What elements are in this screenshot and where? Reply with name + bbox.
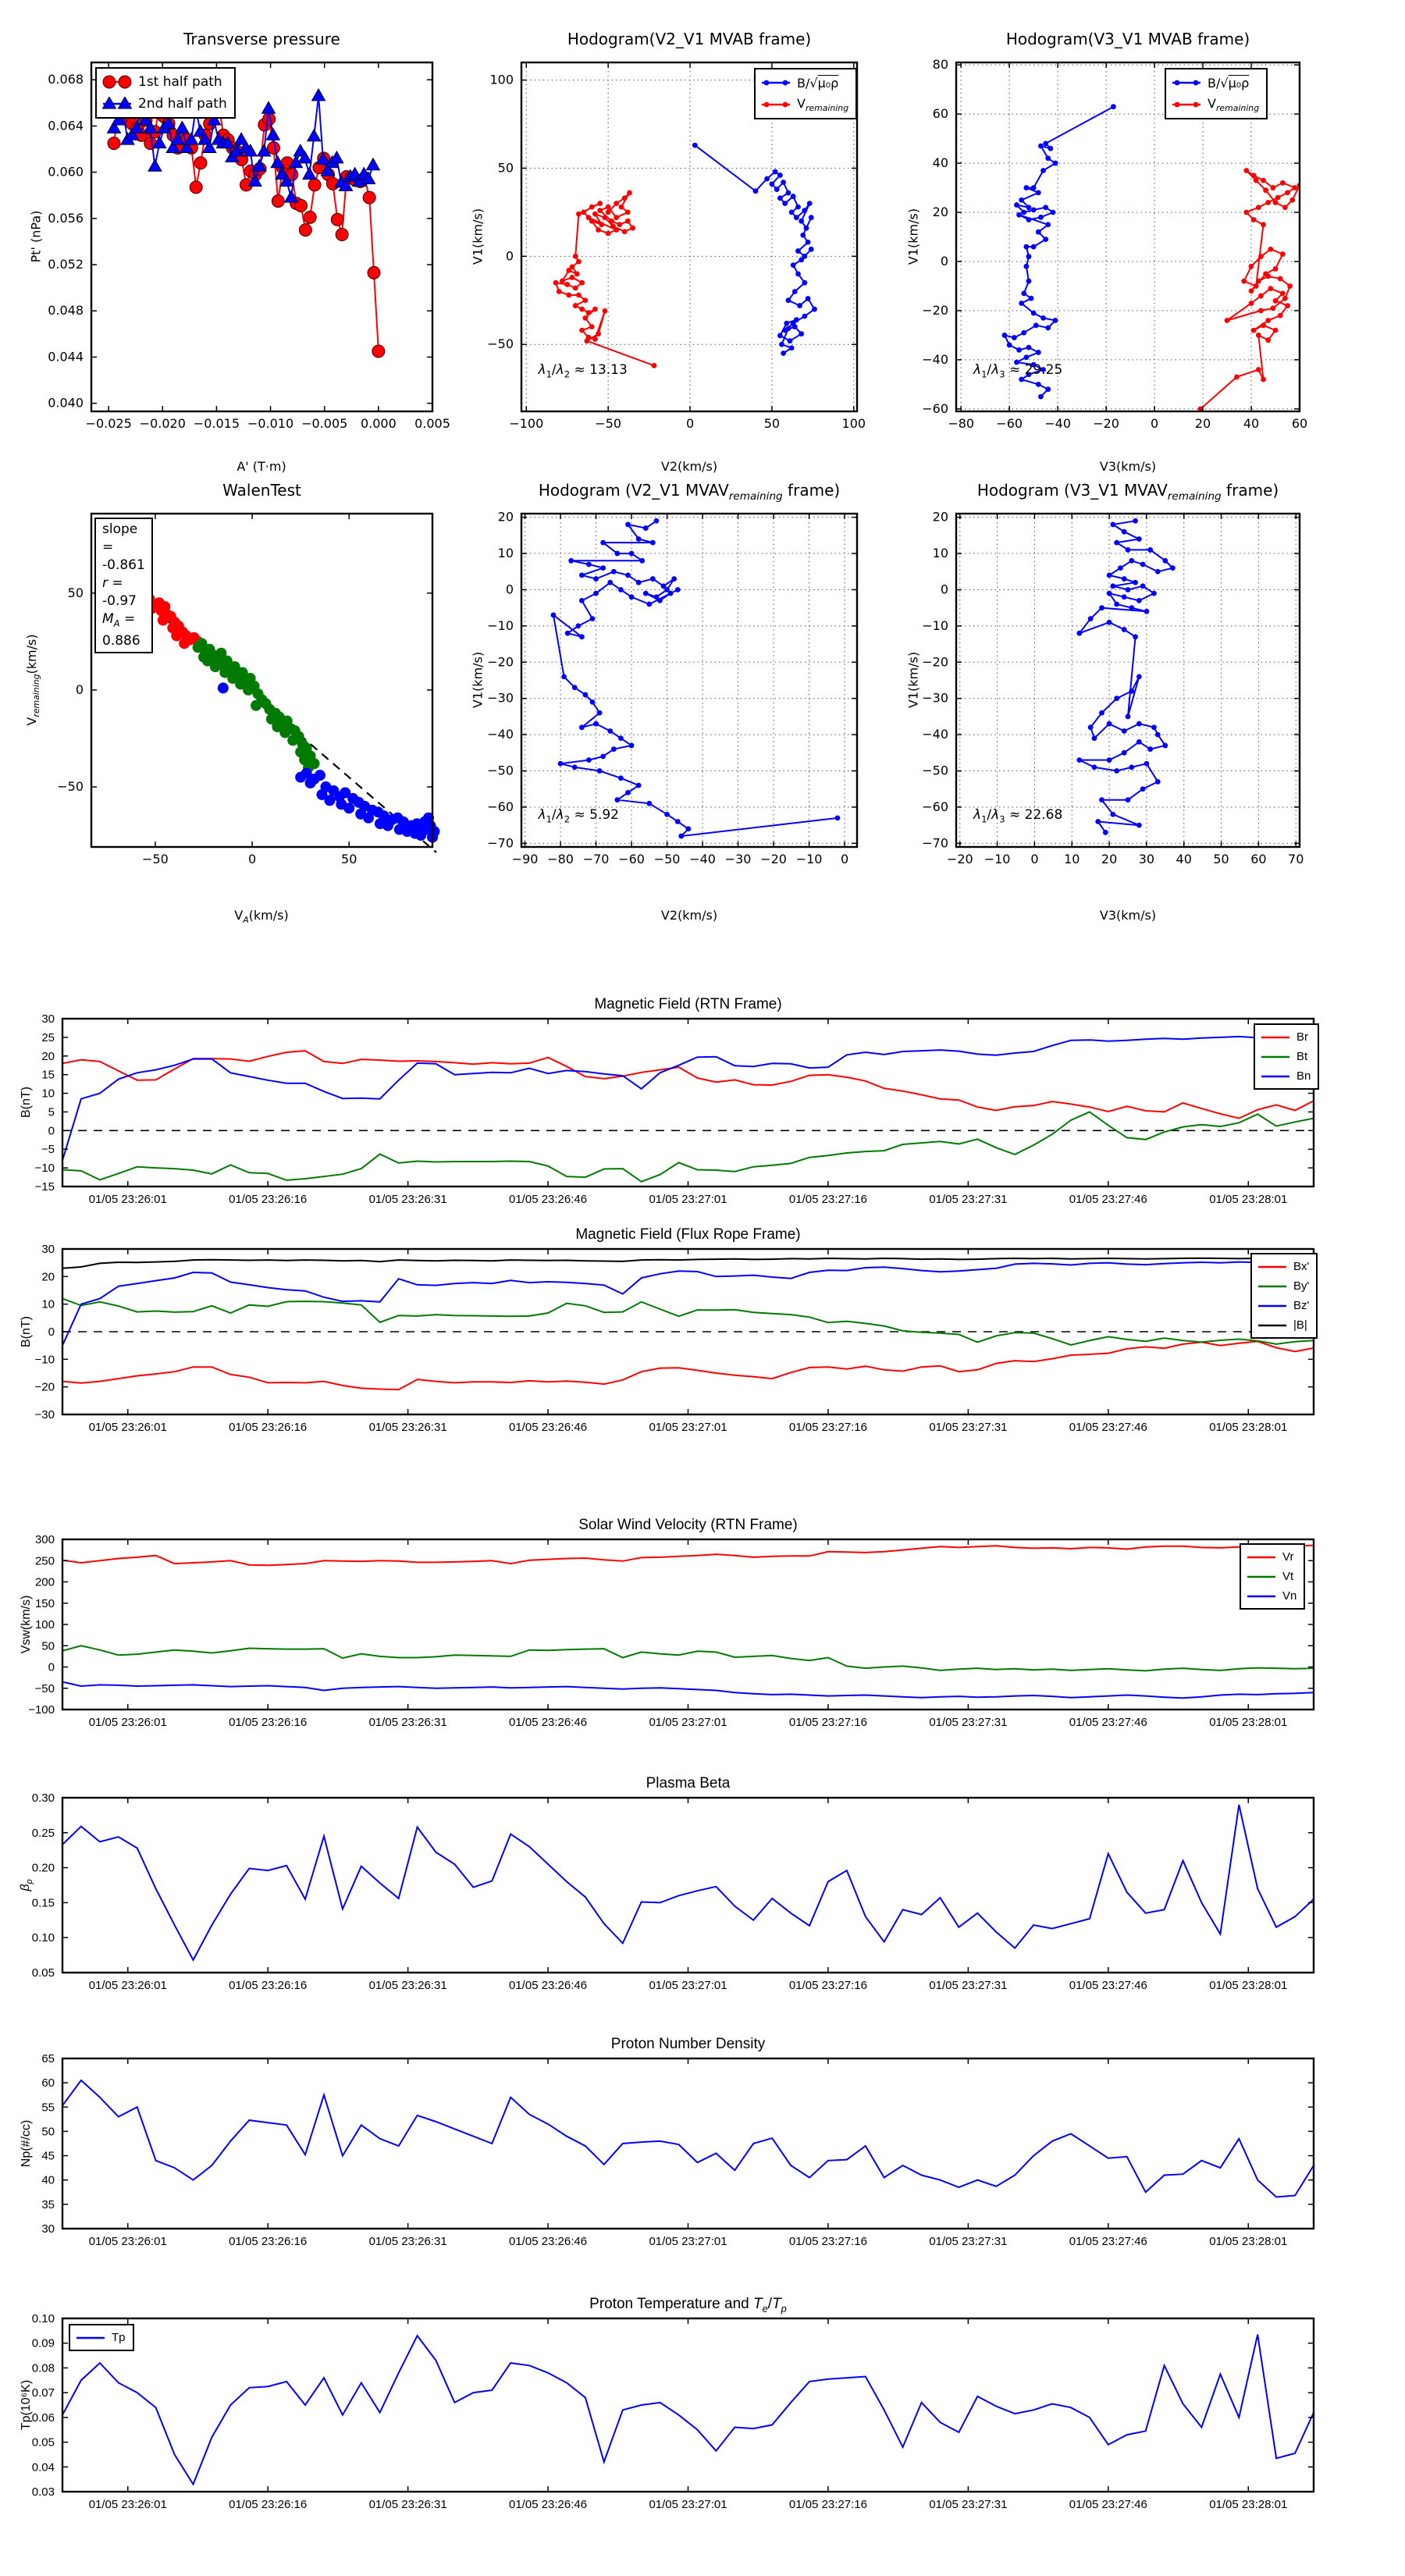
hv3mvab-ylabel: V1(km/s)	[905, 208, 921, 265]
legend-label: Vt	[1282, 1570, 1294, 1583]
y-tick-label: 20	[41, 1049, 55, 1063]
x-tick-label: 01/05 23:26:31	[368, 2498, 447, 2511]
x-tick-label: 01/05 23:27:01	[649, 1716, 727, 1729]
y-tick-label: 30	[41, 1243, 55, 1256]
y-tick-label: 0.03	[31, 2485, 55, 2499]
x-tick-label: 60	[1250, 852, 1267, 866]
y-tick-label: −50	[922, 763, 948, 778]
legend-item	[1257, 1315, 1309, 1335]
x-tick-label: 40	[1176, 852, 1192, 866]
x-tick-label: 01/05 23:27:46	[1069, 1193, 1147, 1206]
y-tick-label: 50	[497, 160, 514, 176]
x-tick-label: −70	[582, 852, 610, 866]
x-tick-label: −0.005	[301, 416, 348, 431]
x-tick-label: 01/05 23:26:01	[88, 1421, 167, 1434]
y-tick-label: 0.05	[31, 1966, 55, 1980]
legend-sample-line-icon	[1260, 1050, 1291, 1064]
y-tick-label: −10	[922, 617, 948, 633]
x-tick-label: 01/05 23:27:01	[649, 1193, 727, 1206]
y-tick-label: 20	[932, 509, 948, 525]
hv3mvav-xlabel: V3(km/s)	[1099, 908, 1157, 923]
pressure-title: Transverse pressure	[183, 30, 340, 48]
y-tick-label: 10	[41, 1297, 55, 1311]
np-ylabel: Np(#/cc)	[20, 2119, 33, 2168]
hv2mvab-ylabel: V1(km/s)	[470, 208, 486, 265]
x-tick-label: 01/05 23:27:31	[929, 1979, 1008, 1992]
x-tick-label: 50	[1213, 852, 1229, 866]
hv2mvab-xlabel: V2(km/s)	[660, 459, 718, 474]
x-tick-label: 0	[840, 852, 849, 866]
y-tick-label: 0.056	[48, 210, 84, 226]
legend-item	[1257, 1296, 1309, 1315]
x-tick-label: −80	[547, 852, 574, 866]
tp-plot-area	[2, 2309, 1375, 2524]
legend-sample-line-icon	[1246, 1589, 1277, 1603]
y-tick-label: −100	[28, 1703, 55, 1717]
hv3mvab-plot-area	[895, 53, 1361, 444]
x-tick-label: −80	[948, 416, 975, 431]
legend-sample-triangle-icon	[101, 97, 133, 111]
legend-sample-dotline-icon	[1171, 76, 1202, 90]
np-title: Proton Number Density	[610, 2036, 766, 2052]
x-tick-label: 60	[1291, 416, 1308, 431]
x-tick-label: 01/05 23:28:01	[1209, 1421, 1288, 1434]
vsw-title: Solar Wind Velocity (RTN Frame)	[578, 1517, 798, 1533]
y-tick-label: 10	[41, 1087, 55, 1101]
stats-line: slope = -0.861	[102, 521, 145, 573]
y-tick-label: 100	[34, 1618, 55, 1631]
y-tick-label: 20	[497, 509, 514, 525]
x-tick-label: 01/05 23:27:46	[1069, 2235, 1147, 2248]
x-tick-label: 50	[763, 416, 781, 431]
walen-stats-box	[94, 518, 153, 653]
legend-sample-dotline-icon	[1171, 98, 1202, 112]
legend-label: Bz'	[1293, 1299, 1310, 1312]
y-tick-label: −60	[922, 799, 948, 814]
y-tick-label: 15	[41, 1068, 55, 1082]
y-tick-label: 0.20	[31, 1861, 55, 1875]
x-tick-label: 01/05 23:27:16	[788, 1716, 867, 1729]
y-tick-label: 50	[41, 1639, 55, 1653]
x-tick-label: 01/05 23:26:16	[229, 1979, 308, 1992]
x-tick-label: 01/05 23:27:01	[649, 1421, 727, 1434]
x-tick-label: 01/05 23:28:01	[1209, 2498, 1288, 2511]
beta-ylabel: $\beta_p$	[18, 1879, 35, 1891]
walen-title: WalenTest	[222, 481, 301, 500]
x-tick-label: 01/05 23:27:16	[788, 1421, 867, 1434]
x-tick-label: 0	[1030, 852, 1039, 866]
y-tick-label: −40	[922, 727, 948, 742]
x-tick-label: 01/05 23:27:16	[788, 1193, 867, 1206]
y-tick-label: −20	[487, 654, 514, 670]
y-tick-label: −20	[922, 654, 948, 670]
x-tick-label: 01/05 23:26:16	[229, 1193, 308, 1206]
x-tick-label: 01/05 23:26:46	[509, 1193, 588, 1206]
legend-item	[1246, 1547, 1297, 1567]
y-tick-label: 200	[34, 1575, 55, 1589]
y-tick-label: 20	[41, 1270, 55, 1284]
y-tick-label: 30	[41, 2222, 55, 2236]
x-tick-label: −100	[509, 416, 544, 431]
y-tick-label: 0	[75, 681, 84, 697]
legend-label: $V_{remaining}$	[1208, 95, 1260, 114]
x-tick-label: 01/05 23:26:46	[509, 1716, 588, 1729]
y-tick-label: 0.064	[48, 118, 84, 133]
x-tick-label: 01/05 23:27:46	[1069, 1421, 1147, 1434]
legend-label: Bn	[1297, 1069, 1311, 1083]
y-tick-label: −70	[922, 835, 948, 851]
y-tick-label: 30	[41, 1012, 55, 1026]
stats-line: r = -0.97	[102, 575, 137, 609]
y-tick-label: −30	[922, 690, 948, 706]
x-tick-label: 30	[1138, 852, 1155, 866]
y-tick-label: −40	[487, 727, 514, 742]
x-tick-label: 01/05 23:27:46	[1069, 1979, 1147, 1992]
legend-item	[760, 94, 848, 116]
y-tick-label: 0.060	[48, 164, 84, 180]
legend-item	[1260, 1027, 1311, 1047]
x-tick-label: −20	[1093, 416, 1119, 431]
hv2mvav-xlabel: V2(km/s)	[660, 908, 718, 923]
tp-ylabel: Tp(10⁶K)	[20, 2379, 33, 2431]
y-tick-label: 0	[940, 582, 948, 597]
y-tick-label: −5	[41, 1143, 55, 1157]
x-tick-label: 01/05 23:26:01	[88, 2498, 167, 2511]
y-tick-label: 20	[932, 205, 948, 220]
y-tick-label: 300	[34, 1533, 55, 1546]
x-tick-label: 01/05 23:27:16	[788, 2498, 867, 2511]
x-tick-label: 01/05 23:27:31	[929, 1421, 1008, 1434]
legend-item	[1257, 1257, 1309, 1276]
stats-line: $M_A = 0.886$	[102, 611, 140, 649]
y-tick-label: −40	[922, 351, 948, 367]
x-tick-label: 0	[247, 852, 257, 866]
y-tick-label: 0.15	[31, 1896, 55, 1910]
x-tick-label: −60	[996, 416, 1023, 431]
x-tick-label: 40	[1243, 416, 1260, 431]
y-tick-label: 0.10	[31, 1931, 55, 1945]
x-tick-label: 01/05 23:28:01	[1209, 1979, 1288, 1992]
x-tick-label: 01/05 23:27:31	[929, 1716, 1008, 1729]
x-tick-label: 0.000	[360, 416, 397, 431]
x-tick-label: −0.010	[247, 416, 294, 431]
x-tick-label: −0.025	[85, 416, 132, 431]
y-tick-label: −50	[487, 763, 514, 778]
x-tick-label: 50	[341, 852, 357, 866]
y-tick-label: 0.06	[31, 2411, 55, 2425]
y-tick-label: 0	[505, 248, 514, 264]
x-tick-label: 20	[1101, 852, 1118, 866]
x-tick-label: 01/05 23:26:46	[509, 1421, 588, 1434]
legend-item	[1171, 72, 1259, 94]
y-tick-label: 0.30	[31, 1791, 55, 1805]
y-tick-label: 5	[48, 1105, 55, 1119]
legend-label: |B|	[1293, 1318, 1307, 1332]
x-tick-label: −10	[795, 852, 823, 866]
legend-label: Vr	[1282, 1550, 1294, 1564]
legend-sample-line-icon	[1257, 1318, 1288, 1332]
y-tick-label: 0.068	[48, 72, 84, 87]
legend-label: Vn	[1282, 1589, 1297, 1603]
x-tick-label: 100	[841, 416, 866, 431]
y-tick-label: 0.048	[48, 303, 84, 318]
y-tick-label: 80	[932, 57, 948, 73]
x-tick-label: 01/05 23:26:16	[229, 2235, 308, 2248]
x-tick-label: 01/05 23:26:31	[368, 1193, 447, 1206]
legend-label: 1st half path	[138, 74, 222, 90]
y-tick-label: −10	[34, 1162, 55, 1176]
hv3mvab-title: Hodogram(V3_V1 MVAB frame)	[1005, 30, 1250, 48]
pressure-ylabel: Pt' (nPa)	[28, 210, 44, 263]
hv3mvav-ylabel: V1(km/s)	[905, 651, 921, 709]
x-tick-label: 01/05 23:26:31	[368, 2235, 447, 2248]
legend-item	[1260, 1066, 1311, 1086]
y-tick-label: 25	[41, 1030, 55, 1044]
y-tick-label: 0	[48, 1660, 55, 1674]
hv2mvav-plot-area	[461, 504, 918, 880]
legend-sample-line-icon	[1246, 1570, 1277, 1584]
y-tick-label: 100	[489, 72, 514, 87]
y-tick-label: −10	[487, 617, 514, 633]
x-tick-label: 01/05 23:27:31	[929, 2498, 1008, 2511]
x-tick-label: −60	[618, 852, 645, 866]
x-tick-label: 10	[1064, 852, 1080, 866]
rtn-ylabel: B(nT)	[20, 1087, 33, 1118]
hv2mvab-lambda-annotation: $\lambda_1/\lambda_2 \approx 13.13$	[538, 362, 628, 380]
y-tick-label: −70	[487, 835, 514, 851]
fr-title: Magnetic Field (Flux Rope Frame)	[575, 1226, 801, 1243]
legend-sample-line-icon	[1257, 1260, 1288, 1274]
x-tick-label: −10	[984, 852, 1011, 866]
y-tick-label: −20	[34, 1380, 55, 1394]
x-tick-label: 01/05 23:27:16	[788, 1979, 867, 1992]
hv3mvav-plot-area	[895, 504, 1361, 880]
hv2mvav-ylabel: V1(km/s)	[470, 651, 486, 709]
fr-ylabel: B(nT)	[20, 1316, 33, 1347]
rtn-plot-area	[2, 1009, 1375, 1219]
x-tick-label: 20	[1194, 416, 1211, 431]
y-tick-label: 0	[48, 1325, 55, 1339]
legend-item	[1246, 1586, 1297, 1606]
legend-sample-line-icon	[1260, 1030, 1291, 1044]
legend-sample-line-icon	[1257, 1299, 1288, 1313]
x-tick-label: −0.020	[139, 416, 186, 431]
y-tick-label: 0	[505, 582, 514, 597]
y-tick-label: 40	[932, 155, 948, 171]
y-tick-label: 250	[34, 1554, 55, 1568]
legend-label: Bt	[1297, 1050, 1308, 1063]
y-tick-label: 50	[41, 2125, 55, 2139]
rtn-legend	[1254, 1023, 1319, 1090]
y-tick-label: 10	[932, 546, 948, 561]
y-tick-label: −20	[922, 302, 948, 318]
legend-sample-line-icon	[75, 2331, 106, 2345]
x-tick-label: 01/05 23:26:01	[88, 1716, 167, 1729]
x-tick-label: −30	[724, 852, 752, 866]
legend-item	[760, 72, 848, 94]
legend-sample-line-icon	[1260, 1069, 1291, 1083]
x-tick-label: 0	[685, 416, 695, 431]
x-tick-label: 01/05 23:26:31	[368, 1716, 447, 1729]
hv3mvav-title: Hodogram (V3_V1 $MVAV_{remaining}$ frame)	[976, 481, 1279, 503]
y-tick-label: −60	[922, 400, 948, 416]
x-tick-label: 01/05 23:27:46	[1069, 2498, 1147, 2511]
tp-title: Proton Temperature and $T_e/T_p$	[589, 2296, 787, 2314]
y-tick-label: 0.07	[31, 2386, 55, 2400]
hv3mvab-xlabel: V3(km/s)	[1099, 459, 1157, 474]
tp-legend	[69, 2324, 134, 2351]
y-tick-label: 60	[41, 2076, 55, 2090]
y-tick-label: 0.040	[48, 395, 84, 411]
y-tick-label: 0	[48, 1124, 55, 1138]
x-tick-label: 01/05 23:26:31	[368, 1979, 447, 1992]
y-tick-label: 35	[41, 2197, 55, 2211]
y-tick-label: 150	[34, 1596, 55, 1610]
x-tick-label: 01/05 23:27:01	[649, 2235, 727, 2248]
legend-label: B/√μ₀ρ	[1208, 75, 1250, 91]
fr-legend	[1250, 1253, 1318, 1339]
y-tick-label: 55	[41, 2101, 55, 2115]
x-tick-label: 70	[1288, 852, 1304, 866]
x-tick-label: −40	[1044, 416, 1072, 431]
np-plot-area	[2, 2049, 1375, 2261]
legend-sample-dotline-icon	[760, 98, 791, 112]
pressure-xlabel: A' (T·m)	[237, 459, 286, 474]
vsw-plot-area	[2, 1530, 1375, 1742]
legend-sample-circle-icon	[101, 75, 133, 89]
legend-label: $V_{remaining}$	[797, 95, 849, 114]
x-tick-label: 01/05 23:26:31	[368, 1421, 447, 1434]
legend-item	[1171, 94, 1259, 116]
x-tick-label: 01/05 23:28:01	[1209, 2235, 1288, 2248]
y-tick-label: 0.044	[48, 349, 84, 365]
y-tick-label: 60	[932, 106, 948, 122]
x-tick-label: 01/05 23:27:31	[929, 2235, 1008, 2248]
legend-label: Bx'	[1293, 1260, 1310, 1273]
x-tick-label: 0.005	[414, 416, 450, 431]
fr-plot-area	[2, 1240, 1375, 1447]
y-tick-label: 0	[940, 253, 948, 269]
x-tick-label: −20	[946, 852, 973, 866]
x-tick-label: −50	[653, 852, 681, 866]
x-tick-label: 01/05 23:26:16	[229, 1716, 308, 1729]
x-tick-label: 01/05 23:28:01	[1209, 1193, 1288, 1206]
x-tick-label: 01/05 23:26:16	[229, 2498, 308, 2511]
y-tick-label: −30	[487, 690, 514, 706]
y-tick-label: −50	[34, 1681, 55, 1695]
x-tick-label: 01/05 23:26:46	[509, 1979, 588, 1992]
legend-label: 2nd half path	[138, 96, 227, 112]
legend-item	[101, 71, 227, 93]
beta-plot-area	[2, 1788, 1375, 2005]
x-tick-label: −40	[689, 852, 716, 866]
hv3mvab-legend	[1165, 68, 1268, 119]
pressure-legend	[95, 67, 236, 119]
x-tick-label: 01/05 23:26:01	[88, 1979, 167, 1992]
y-tick-label: −15	[34, 1180, 55, 1194]
legend-label: Tp	[112, 2331, 126, 2344]
x-tick-label: −90	[511, 852, 539, 866]
x-tick-label: 01/05 23:26:46	[509, 2498, 588, 2511]
x-tick-label: 01/05 23:26:46	[509, 2235, 588, 2248]
x-tick-label: −20	[760, 852, 787, 866]
hv3mvab-lambda-annotation: $\lambda_1/\lambda_3 \approx 29.25$	[973, 362, 1063, 380]
hv3mvav-lambda-annotation: $\lambda_1/\lambda_3 \approx 22.68$	[973, 806, 1063, 825]
legend-item	[1257, 1276, 1309, 1296]
walen-ylabel: $V_{remaining}(km/s)$	[23, 634, 42, 726]
walen-xlabel: $V_A(km/s)$	[234, 908, 289, 926]
y-tick-label: 45	[41, 2149, 55, 2163]
vsw-ylabel: Vsw(km/s)	[20, 1595, 33, 1654]
hv2mvab-title: Hodogram(V2_V1 MVAB frame)	[567, 30, 812, 48]
hv2mvav-lambda-annotation: $\lambda_1/\lambda_2 \approx 5.92$	[538, 806, 619, 825]
hv2mvav-title: Hodogram (V2_V1 $MVAV_{remaining}$ frame)	[538, 481, 841, 503]
legend-item	[101, 93, 227, 115]
y-tick-label: 40	[41, 2173, 55, 2187]
x-tick-label: 01/05 23:27:01	[649, 2498, 727, 2511]
vsw-legend	[1240, 1543, 1305, 1610]
x-tick-label: −50	[595, 416, 622, 431]
y-tick-label: 50	[67, 585, 84, 600]
x-tick-label: 01/05 23:26:01	[88, 1193, 167, 1206]
y-tick-label: 65	[41, 2052, 55, 2065]
legend-item	[1246, 1567, 1297, 1586]
x-tick-label: 01/05 23:27:01	[649, 1979, 727, 1992]
x-tick-label: 0	[1150, 416, 1159, 431]
y-tick-label: 0.25	[31, 1826, 55, 1840]
legend-sample-line-icon	[1257, 1279, 1288, 1293]
x-tick-label: −50	[142, 852, 169, 866]
x-tick-label: 01/05 23:26:01	[88, 2235, 167, 2248]
x-tick-label: 01/05 23:27:31	[929, 1193, 1008, 1206]
y-tick-label: 0.09	[31, 2336, 55, 2350]
y-tick-label: 0.04	[31, 2460, 55, 2475]
beta-title: Plasma Beta	[646, 1775, 731, 1791]
x-tick-label: 01/05 23:26:16	[229, 1421, 308, 1434]
y-tick-label: 0.05	[31, 2435, 55, 2450]
legend-label: By'	[1293, 1279, 1310, 1293]
x-tick-label: −0.015	[193, 416, 240, 431]
y-tick-label: 0.10	[31, 2312, 55, 2325]
y-tick-label: 0.08	[31, 2361, 55, 2375]
legend-label: Br	[1297, 1030, 1308, 1044]
y-tick-label: −50	[487, 336, 514, 352]
legend-item	[75, 2328, 126, 2347]
x-tick-label: 01/05 23:28:01	[1209, 1716, 1288, 1729]
y-tick-label: 10	[497, 546, 514, 561]
x-tick-label: 01/05 23:27:46	[1069, 1716, 1147, 1729]
legend-item	[1260, 1047, 1311, 1066]
legend-sample-line-icon	[1246, 1550, 1277, 1564]
rtn-title: Magnetic Field (RTN Frame)	[594, 996, 782, 1012]
y-tick-label: −50	[57, 779, 84, 795]
y-tick-label: 0.052	[48, 257, 84, 272]
y-tick-label: −60	[487, 799, 514, 814]
legend-label: B/√μ₀ρ	[797, 75, 839, 91]
y-tick-label: −10	[34, 1353, 55, 1367]
hv2mvab-legend	[754, 68, 857, 119]
y-tick-label: −30	[34, 1408, 55, 1421]
x-tick-label: 01/05 23:27:16	[788, 2235, 867, 2248]
legend-sample-dotline-icon	[760, 76, 791, 90]
